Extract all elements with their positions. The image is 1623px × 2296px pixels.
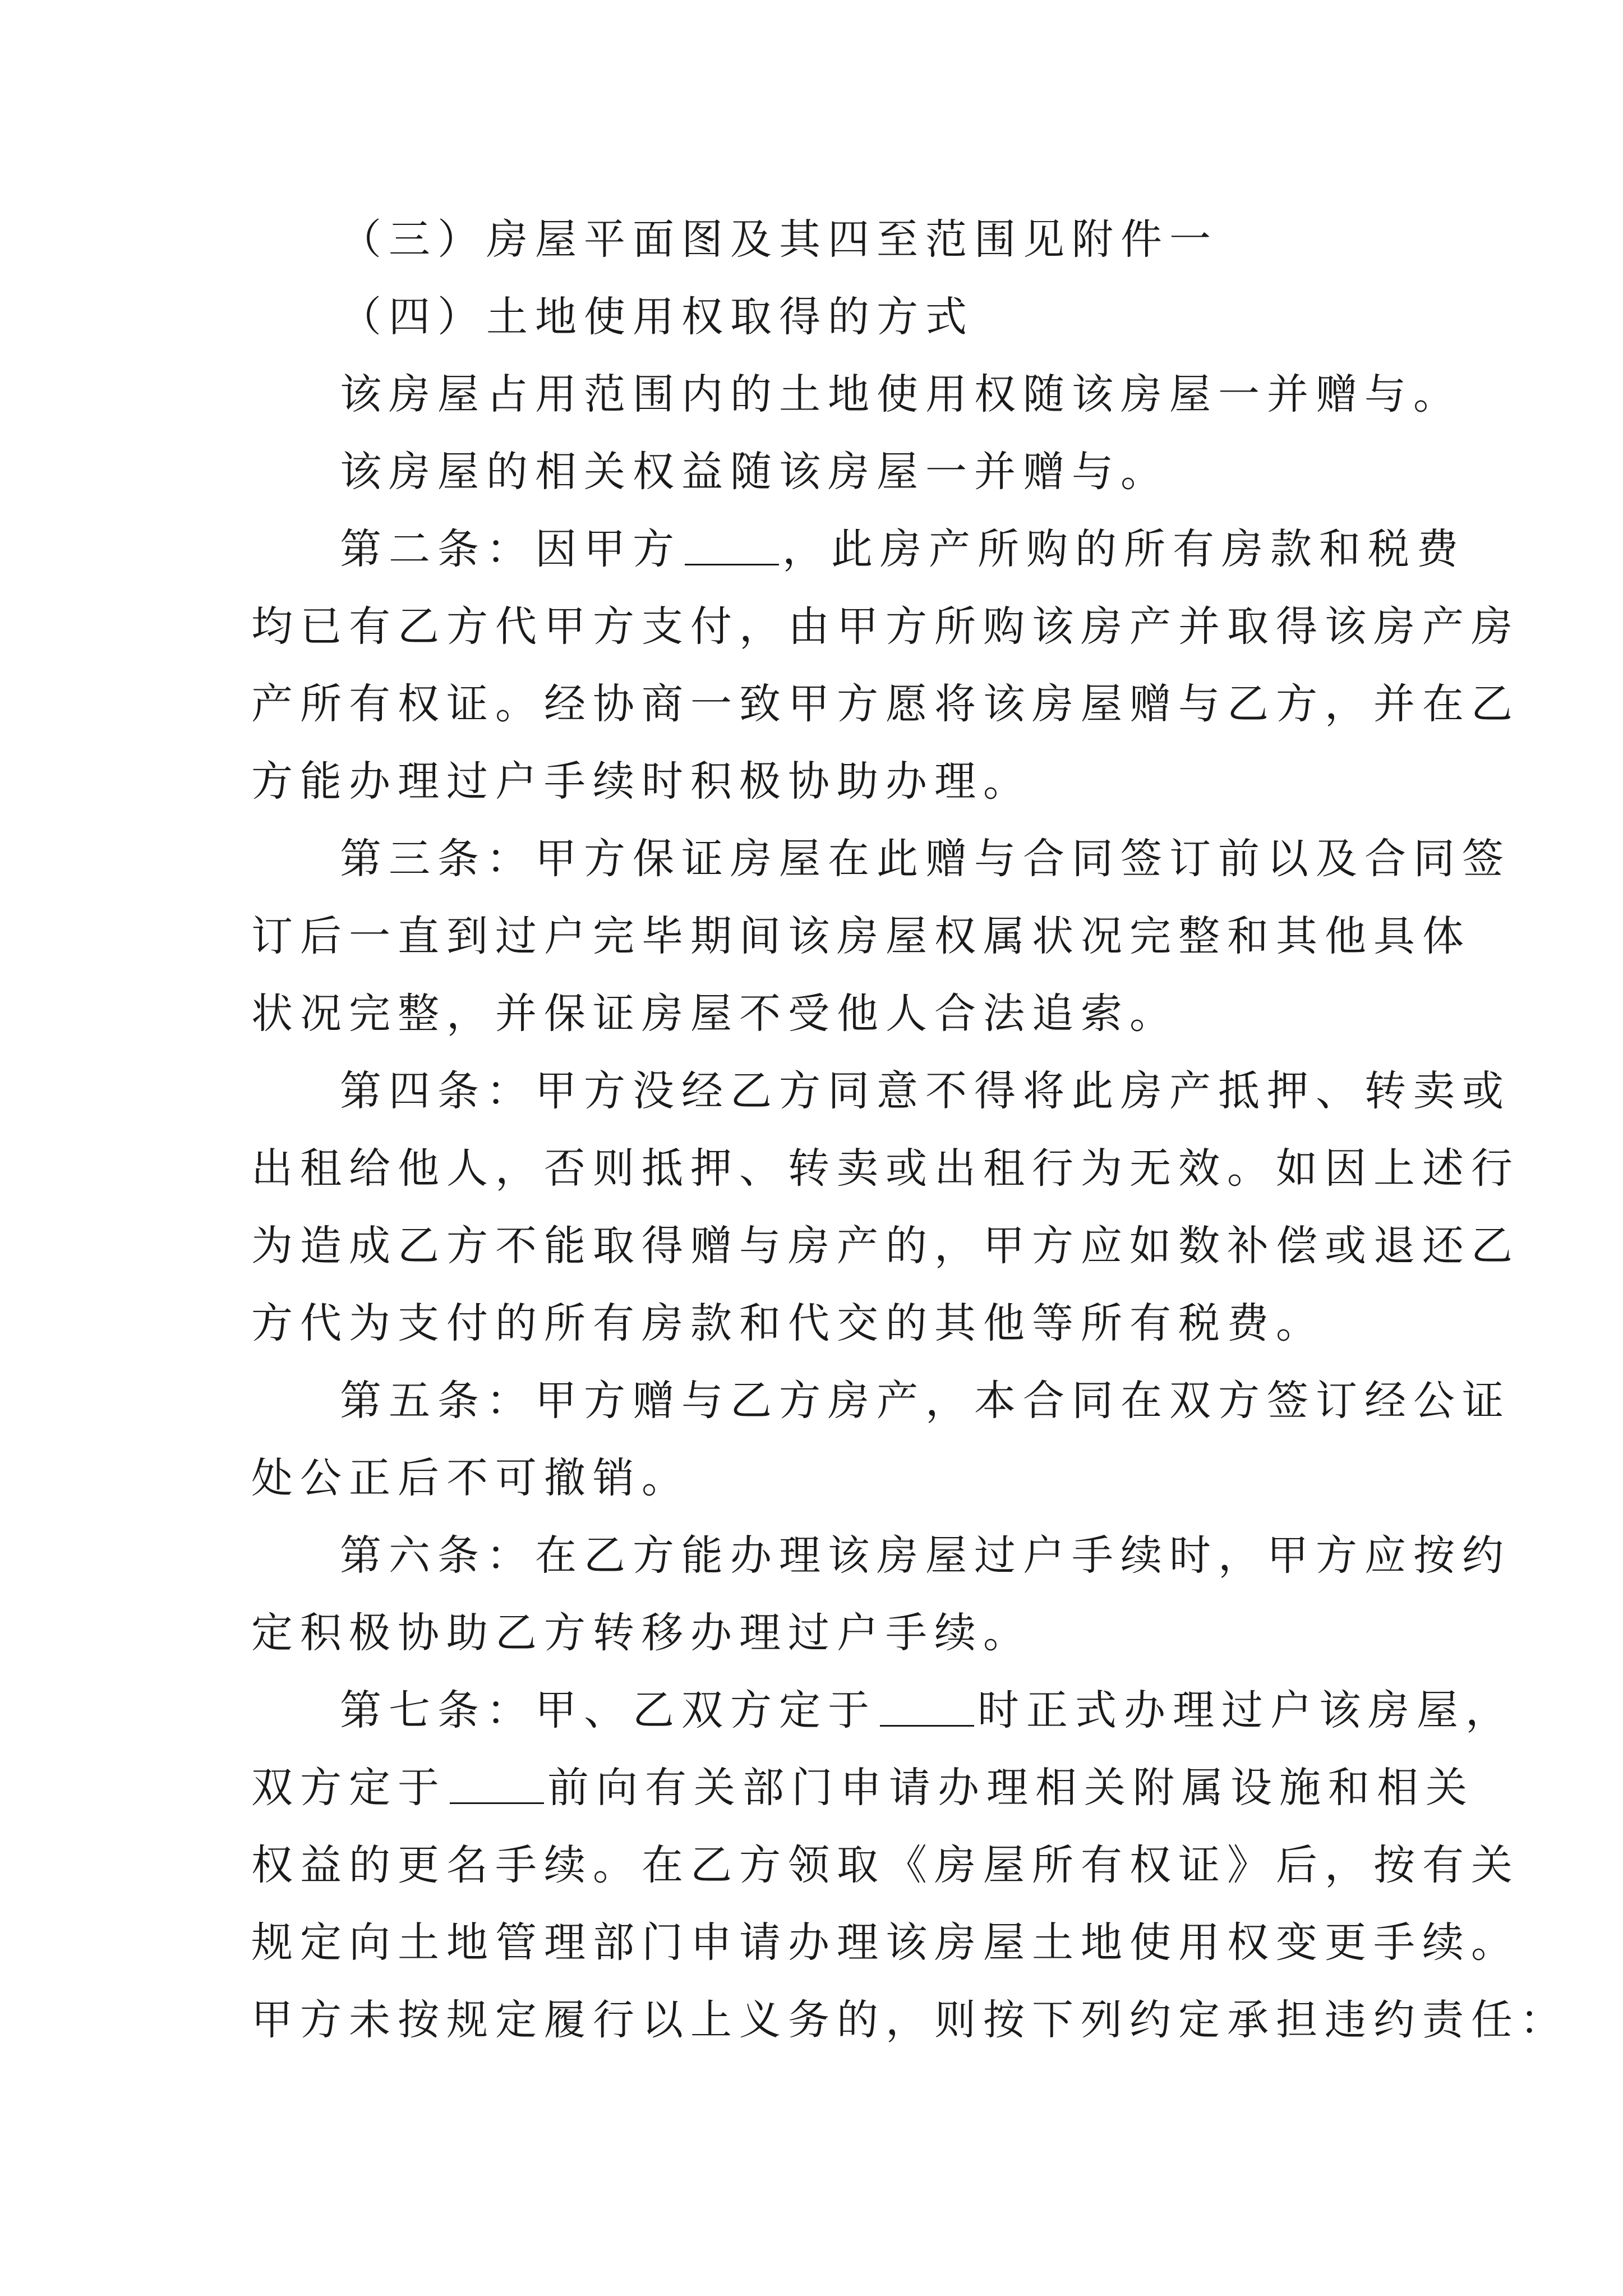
article-three-line: 第三条：甲方保证房屋在此赠与合同签订前以及合同签	[340, 835, 1511, 883]
fill-in-blank	[685, 530, 779, 565]
paragraph-line: 产所有权证。经协商一致甲方愿将该房屋赠与乙方，并在乙	[251, 680, 1520, 728]
section-three-heading: （三）房屋平面图及其四至范围见附件一	[340, 215, 1218, 264]
article-five-line: 第五条：甲方赠与乙方房产，本合同在双方签订经公证	[340, 1377, 1511, 1425]
fill-in-blank	[450, 1769, 544, 1804]
paragraph-line	[251, 1749, 1474, 1826]
line-text: ，此房产所购的所有房款和税费	[782, 525, 1465, 573]
section-four-heading: （四）土地使用权取得的方式	[340, 293, 974, 341]
line-text: 第二条：因甲方	[340, 525, 681, 573]
article-two-line	[251, 510, 1465, 588]
article-seven-line	[251, 1672, 1514, 1749]
paragraph-line: 为造成乙方不能取得赠与房产的，甲方应如数补偿或退还乙	[251, 1222, 1520, 1270]
paragraph-line: 甲方未按规定履行以上义务的，则按下列约定承担违约责任：	[251, 1996, 1569, 2044]
paragraph-line: 均已有乙方代甲方支付，由甲方所购该房产并取得该房产房	[251, 602, 1520, 651]
article-four-line: 第四条：甲方没经乙方同意不得将此房产抵押、转卖或	[340, 1067, 1511, 1115]
paragraph-line: 处公正后不可撤销。	[251, 1454, 690, 1502]
article-six-line: 第六条：在乙方能办理该房屋过户手续时，甲方应按约	[340, 1531, 1511, 1580]
line-text: 第七条：甲、乙双方定于	[340, 1686, 877, 1734]
line-text: 时正式办理过户该房屋，	[978, 1686, 1514, 1734]
paragraph-line: 该房屋的相关权益随该房屋一并赠与。	[340, 448, 1169, 496]
paragraph-line: 权益的更名手续。在乙方领取《房屋所有权证》后，按有关	[251, 1841, 1520, 1889]
line-text: 双方定于	[251, 1764, 446, 1812]
paragraph-line: 该房屋占用范围内的土地使用权随该房屋一并赠与。	[340, 370, 1462, 418]
line-text: 前向有关部门申请办理相关附属设施和相关	[547, 1764, 1474, 1812]
paragraph-line: 出租给他人，否则抵押、转卖或出租行为无效。如因上述行	[251, 1144, 1520, 1193]
paragraph-line: 规定向土地管理部门申请办理该房屋土地使用权变更手续。	[251, 1918, 1520, 1967]
paragraph-line: 方代为支付的所有房款和代交的其他等所有税费。	[251, 1299, 1325, 1347]
paragraph-line: 状况完整，并保证房屋不受他人合法追索。	[251, 990, 1178, 1038]
paragraph-line: 方能办理过户手续时积极协助办理。	[251, 757, 1032, 806]
fill-in-blank	[880, 1691, 974, 1727]
paragraph-line: 订后一直到过户完毕期间该房屋权属状况完整和其他具体	[251, 912, 1471, 960]
paragraph-line: 定积极协助乙方转移办理过户手续。	[251, 1609, 1032, 1657]
contract-body	[251, 201, 1569, 2059]
